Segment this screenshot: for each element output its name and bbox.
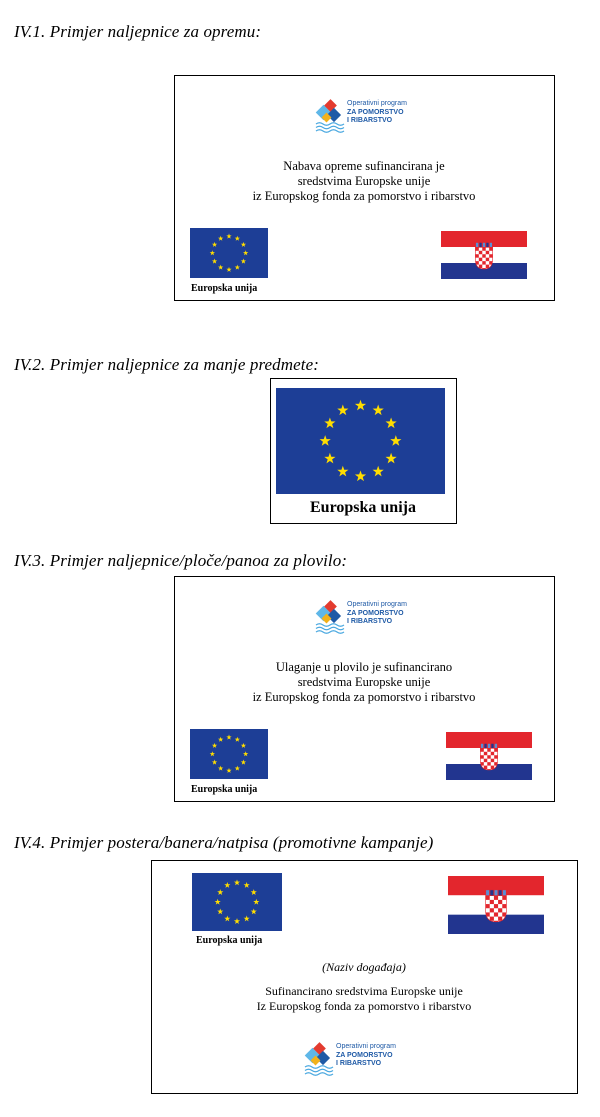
- text-line: Nabava opreme sufinancirana je: [283, 159, 445, 173]
- croatian-flag-icon: [446, 732, 532, 780]
- text-line: Ulaganje u plovilo je sufinancirano: [275, 660, 453, 674]
- logo-line-2: ZA POMORSTVO: [336, 1051, 393, 1059]
- text-line: Sufinancirano sredstvima Europske unije: [265, 984, 463, 998]
- section-4-heading: IV.4. Primjer postera/banera/natpisa (promotivne kampanje): [14, 833, 434, 852]
- text-line: sredstvima Europske unije: [297, 174, 431, 188]
- programme-logo-icon: [315, 600, 425, 636]
- sticker-text: [175, 660, 553, 705]
- eu-flag-icon: [276, 388, 445, 494]
- logo-line-2: ZA POMORSTVO: [347, 609, 404, 617]
- eu-label: Europska unija: [196, 935, 263, 946]
- poster-text: [152, 984, 576, 1014]
- equipment-sticker: [174, 75, 555, 301]
- logo-line-3: I RIBARSTVO: [336, 1060, 382, 1067]
- vessel-sticker: [174, 576, 555, 802]
- logo-line-1: Operativni program: [336, 1043, 396, 1050]
- logo-line-2: ZA POMORSTVO: [347, 108, 404, 116]
- eu-label: Europska unija: [191, 283, 258, 294]
- event-name: (Naziv događaja): [322, 960, 406, 974]
- logo-line-3: I RIBARSTVO: [347, 618, 393, 625]
- eu-flag-icon: [192, 873, 282, 931]
- croatian-flag-icon: [441, 231, 527, 279]
- eu-label: Europska unija: [191, 784, 258, 795]
- croatian-flag-icon: [448, 876, 544, 934]
- section-1-heading: IV.1. Primjer naljepnice za opremu:: [14, 22, 262, 41]
- small-item-sticker: [270, 378, 457, 524]
- text-line: Iz Europskog fonda za pomorstvo i ribarstvo: [256, 999, 472, 1013]
- section-2-heading: IV.2. Primjer naljepnice za manje predmete:: [14, 355, 320, 374]
- eu-flag-icon: [190, 729, 268, 779]
- text-line: iz Europskog fonda za pomorstvo i ribarstvo: [252, 189, 476, 203]
- text-line: iz Europskog fonda za pomorstvo i ribarstvo: [252, 690, 476, 704]
- eu-flag-icon: [190, 228, 268, 278]
- logo-line-3: I RIBARSTVO: [347, 117, 393, 124]
- text-line: sredstvima Europske unije: [297, 675, 431, 689]
- logo-line-1: Operativni program: [347, 601, 407, 608]
- programme-logo-icon: [304, 1042, 414, 1078]
- logo-line-1: Operativni program: [347, 100, 407, 107]
- programme-logo-icon: [315, 99, 425, 135]
- promo-poster: [151, 860, 578, 1094]
- eu-label: Europska unija: [310, 499, 416, 516]
- section-3-heading: IV.3. Primjer naljepnice/ploče/panoa za plovilo:: [14, 551, 348, 570]
- sticker-text: [175, 159, 553, 204]
